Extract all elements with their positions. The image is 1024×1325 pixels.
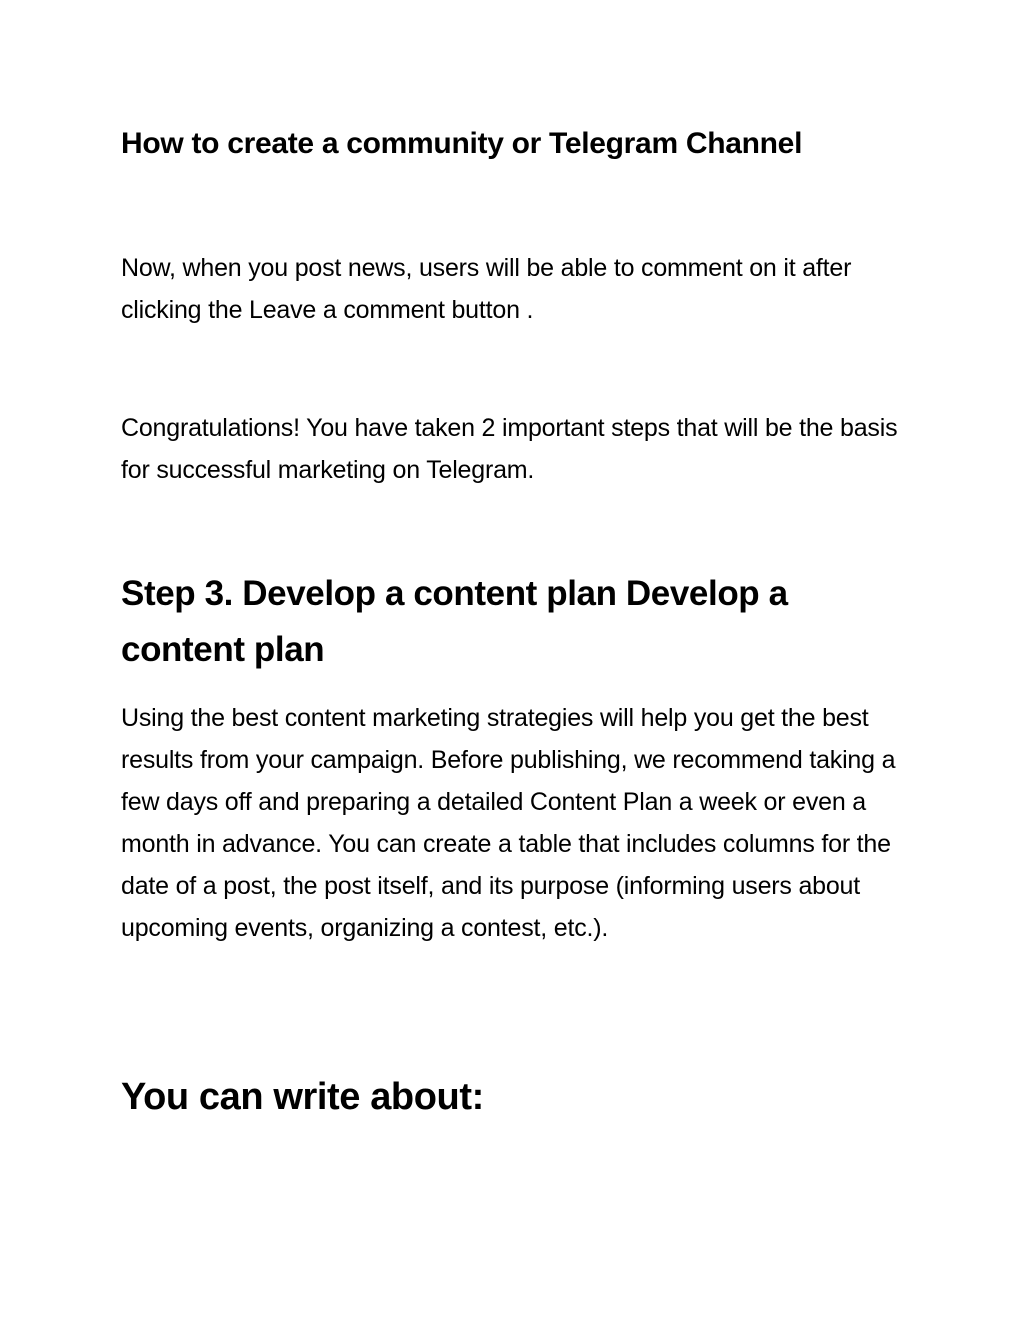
write-about-heading: You can write about: — [121, 1076, 484, 1118]
section-title: How to create a community or Telegram Channel — [121, 127, 803, 160]
paragraph-comments: Now, when you post news, users will be able to comment on it after clicking the Leave a comment button . — [121, 254, 852, 324]
step-3-heading: Step 3. Develop a content plan Develop a content plan — [121, 574, 788, 669]
paragraph-congratulations: Congratulations! You have taken 2 important steps that will be the basis for successful marketing on Telegram. — [121, 414, 898, 484]
paragraph-content-plan: Using the best content marketing strategies will help you get the best results from your campaign. Before publishing, we recommend taking a few days off and preparing a detailed Content Plan a week or even a month in advance. You can create a table that includes columns for the date of a post, the post itself, and its purpose (informing users about upcoming events, organizing a contest, etc.). — [121, 704, 896, 942]
